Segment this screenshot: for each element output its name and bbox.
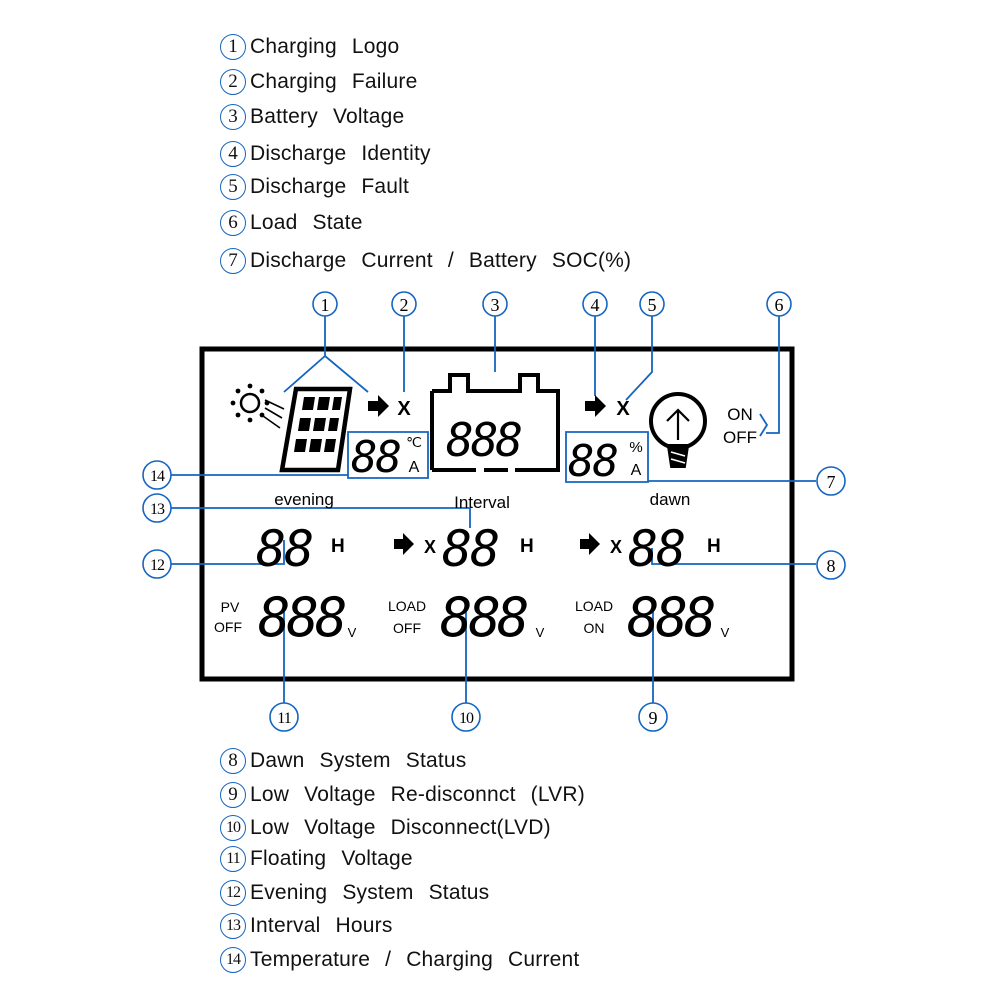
legend-label: Charging Failure [250,70,418,93]
legend-label: Discharge Current / Battery SOC(%) [250,249,632,272]
callout-13 [143,494,171,522]
legend-label: Temperature / Charging Current [250,948,580,971]
legend-label: Discharge Identity [250,142,431,165]
percent-unit: % [629,439,643,456]
legend-number: 2 [220,69,246,95]
callout-number: 6 [774,295,784,315]
pv-label: PV [220,599,240,615]
lvr-load-label: LOAD [574,598,614,614]
callout-7 [817,467,845,495]
callout-12 [143,550,171,578]
callout-number: 13 [150,501,164,518]
callout-4 [583,292,607,316]
legend-number: 5 [220,174,246,200]
callout-number: 4 [590,295,600,315]
legend-number: 9 [220,782,246,808]
legend-label: Evening System Status [250,881,490,904]
legend-number: 1 [220,34,246,60]
hour-unit: H [520,536,534,557]
callout-line-5 [626,316,652,400]
legend-number: 7 [220,248,246,274]
discharge-fault-mark: X [616,398,630,420]
callout-8 [817,551,845,579]
legend-number: 4 [220,141,246,167]
callout-6 [767,292,791,316]
callout-1 [313,292,337,316]
legend-label: Charging Logo [250,35,400,58]
legend-label: Load State [250,211,363,234]
discharge-amp-unit: A [630,462,642,479]
legend-number: 3 [220,104,246,130]
hour-unit: H [331,536,345,557]
lvd-off-label: OFF [393,620,421,636]
callout-number: 3 [490,295,500,315]
pv-off-label: OFF [214,619,242,635]
legend-label: Floating Voltage [250,847,413,870]
legend-label: Low Voltage Disconnect(LVD) [250,816,551,839]
interval-hours-digits: 88 [442,520,499,578]
interval-x-mark: X [423,537,437,557]
legend-number: 14 [220,947,246,973]
callout-number: 2 [399,295,409,315]
dawn-x-mark: X [609,537,623,557]
load-on-label: ON [727,405,753,424]
legend-label: Battery Voltage [250,105,405,128]
callout-5 [640,292,664,316]
callout-10 [452,703,480,731]
legend-number: 12 [220,880,246,906]
sun-icon [231,384,284,428]
soc-digits: 88 [568,436,617,487]
callout-2 [392,292,416,316]
callout-line-6 [766,316,779,433]
interval-arrow-icon [394,533,414,555]
volt-unit: V [347,625,357,640]
lvr-on-label: ON [583,620,605,636]
callout-number: 12 [150,557,164,574]
dawn-arrow-icon [580,533,600,555]
callout-line-13 [170,508,470,528]
callout-14 [143,461,171,489]
callout-line-1b [325,356,368,392]
load-state-bracket [760,414,767,436]
battery-voltage-digits: 888 [446,413,521,467]
legend-number: 11 [220,846,246,872]
callout-number: 14 [150,468,164,485]
callout-number: 1 [320,295,330,315]
evening-hours-digits: 88 [256,520,313,578]
callout-3 [483,292,507,316]
legend-label: Dawn System Status [250,749,467,772]
callout-number: 9 [648,708,658,728]
callout-number: 5 [647,295,657,315]
callout-number: 7 [826,472,836,492]
lvd-load-label: LOAD [387,598,427,614]
charging-arrow-icon [368,395,389,417]
interval-label: Interval [454,493,510,512]
callout-number: 11 [277,710,291,727]
callout-number: 8 [826,556,836,576]
legend-number: 6 [220,210,246,236]
legend-number: 10 [220,815,246,841]
charging-amp-unit: A [408,459,420,476]
celsius-unit: ℃ [406,434,422,450]
legend-label: Discharge Fault [250,175,410,198]
legend-label: Interval Hours [250,914,393,937]
floating-voltage-digits: 888 [258,586,344,649]
temperature-digits: 88 [351,432,400,483]
callout-line-1a [284,356,325,392]
dawn-hours-digits: 88 [628,520,685,578]
callout-9 [639,703,667,731]
callout-11 [270,703,298,731]
light-bulb-icon [651,394,705,466]
load-off-label: OFF [723,428,757,447]
volt-unit: V [720,625,730,640]
evening-label: evening [274,490,334,509]
solar-panel-icon [282,389,350,470]
callout-number: 10 [459,710,473,727]
hour-unit: H [707,536,721,557]
lvd-voltage-digits: 888 [440,586,526,649]
legend-number: 8 [220,748,246,774]
volt-unit: V [535,625,545,640]
discharge-arrow-icon [585,395,606,417]
lvr-voltage-digits: 888 [627,586,713,649]
dawn-label: dawn [649,490,691,509]
legend-label: Low Voltage Re-disconnct (LVR) [250,783,585,806]
legend-number: 13 [220,913,246,939]
charging-failure-mark: X [397,398,411,420]
